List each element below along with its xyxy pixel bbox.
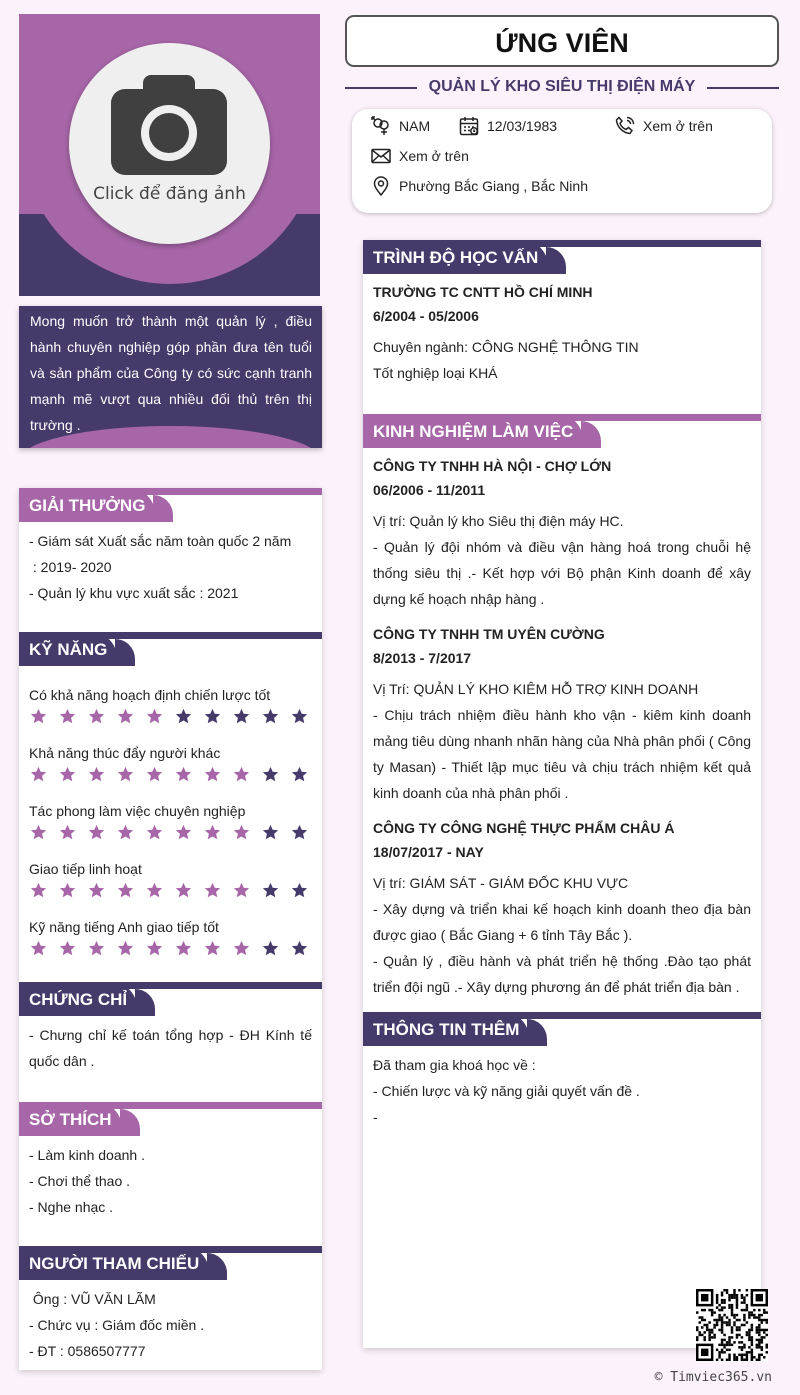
- star-icon: [146, 708, 163, 725]
- certificates-text: - Chưng chỉ kế toán tổng hợp - ĐH Kính tế quốc dân .: [29, 1027, 312, 1069]
- email-value: Xem ở trên: [399, 148, 469, 164]
- objective-text: Mong muốn trở thành một quản lý , điều hành chuyên nghiệp góp phần đưa tên tuổi và sản phẩm của Công ty có sức cạnh tranh mạnh mẽ vượt qua nhiều đối thủ trên thị trường .: [30, 313, 312, 433]
- experience-header: [363, 414, 761, 448]
- address-value: Phường Bắc Giang , Bắc Ninh: [399, 178, 588, 194]
- star-icon: [117, 766, 134, 783]
- hobby-line: - Nghe nhạc .: [29, 1199, 114, 1215]
- star-icon: [88, 940, 105, 957]
- star-icon: [175, 766, 192, 783]
- education-period: 6/2004 - 05/2006: [373, 308, 479, 324]
- reference-line: Ông : VŨ VĂN LÃM: [29, 1291, 156, 1307]
- experience-role: Vị Trí: QUẢN LÝ KHO KIÊM HỖ TRỢ KINH DOANH: [373, 681, 699, 697]
- star-icon: [30, 708, 47, 725]
- star-icon: [146, 766, 163, 783]
- star-icon: [146, 882, 163, 899]
- hobbies-list: [19, 1136, 322, 1246]
- contact-info: [352, 109, 772, 213]
- star-icon: [233, 940, 250, 957]
- star-icon: [262, 766, 279, 783]
- gender-icon: [371, 116, 391, 136]
- star-icon: [117, 940, 134, 957]
- skill-name: Kỹ năng tiếng Anh giao tiếp tốt: [29, 919, 219, 935]
- additional-title: THÔNG TIN THÊM: [363, 1012, 529, 1046]
- star-icon: [59, 824, 76, 841]
- education-header: [363, 240, 761, 274]
- additional-line: - Chiến lược và kỹ năng giải quyết vấn đề .: [373, 1083, 640, 1099]
- contact-address: [371, 171, 588, 201]
- star-icon: [175, 824, 192, 841]
- company-name: CÔNG TY TNHH TM UYÊN CƯỜNG: [373, 626, 605, 642]
- awards-title: GIẢI THƯỞNG: [19, 488, 155, 522]
- location-icon: [371, 176, 391, 196]
- gender-value: NAM: [399, 118, 431, 134]
- star-icon: [233, 882, 250, 899]
- star-icon: [30, 766, 47, 783]
- star-icon: [262, 940, 279, 957]
- star-icon: [291, 940, 308, 957]
- star-icon: [262, 708, 279, 725]
- additional-body: [363, 1046, 761, 1140]
- experience-detail: - Quản lý đội nhóm và điều vận hàng hoá trong chuỗi hệ thống siêu thị .- Kết hợp với Bộ phận Kinh doanh để xây dựng kế hoạch nhập hàng .: [373, 539, 751, 607]
- star-icon: [262, 824, 279, 841]
- skill-item: [29, 794, 312, 850]
- star-icon: [233, 708, 250, 725]
- main-content: [363, 240, 761, 1348]
- hobby-line: - Chơi thể thao .: [29, 1173, 131, 1189]
- star-icon: [30, 940, 47, 957]
- star-icon: [175, 882, 192, 899]
- contact-phone: [615, 111, 713, 141]
- experience-entry: [373, 816, 751, 1000]
- star-icon: [88, 824, 105, 841]
- star-icon: [233, 824, 250, 841]
- contact-gender: [371, 111, 430, 141]
- experience-entry: [373, 622, 751, 806]
- header: [345, 15, 779, 213]
- star-icon: [30, 824, 47, 841]
- candidate-name: ỨNG VIÊN: [345, 15, 779, 67]
- star-icon: [146, 940, 163, 957]
- photo-upload-label: Click để đăng ảnh: [93, 184, 246, 204]
- star-icon: [233, 766, 250, 783]
- star-icon: [204, 766, 221, 783]
- skill-rating: [29, 940, 312, 966]
- award-line: - Quản lý khu vực xuất sắc : 2021: [29, 585, 239, 601]
- star-icon: [291, 882, 308, 899]
- contact-email: [371, 141, 469, 171]
- star-icon: [291, 766, 308, 783]
- skill-name: Giao tiếp linh hoạt: [29, 861, 142, 877]
- skill-rating: [29, 766, 312, 792]
- skill-rating: [29, 708, 312, 734]
- skill-name: Tác phong làm việc chuyên nghiệp: [29, 803, 246, 819]
- position-title: QUẢN LÝ KHO SIÊU THỊ ĐIỆN MÁY: [428, 78, 696, 95]
- skill-item: [29, 852, 312, 908]
- phone-icon: [615, 116, 635, 136]
- photo-area: [19, 14, 320, 296]
- experience-role: Vị trí: Quản lý kho Siêu thị điện máy HC.: [373, 513, 624, 529]
- reference-line: - Chức vụ : Giám đốc miền .: [29, 1317, 205, 1333]
- skill-item: [29, 736, 312, 792]
- calendar-icon: [459, 116, 479, 136]
- reference-line: - ĐT : 0586507777: [29, 1343, 146, 1359]
- star-icon: [204, 708, 221, 725]
- skill-item: [29, 678, 312, 734]
- award-line: : 2019- 2020: [29, 559, 112, 575]
- education-line: Tốt nghiệp loại KHÁ: [373, 365, 498, 381]
- hobby-line: - Làm kinh doanh .: [29, 1147, 145, 1163]
- contact-birthdate: [459, 111, 557, 141]
- star-icon: [59, 882, 76, 899]
- experience-entry: [373, 454, 751, 612]
- experience-title: KINH NGHIỆM LÀM VIỆC: [363, 414, 583, 448]
- experience-period: 18/07/2017 - NAY: [373, 844, 484, 860]
- star-icon: [88, 882, 105, 899]
- school-name: TRƯỜNG TC CNTT HỒ CHÍ MINH: [373, 284, 593, 300]
- star-icon: [59, 940, 76, 957]
- star-icon: [175, 708, 192, 725]
- education-line: Chuyên ngành: CÔNG NGHỆ THÔNG TIN: [373, 339, 639, 355]
- star-icon: [88, 766, 105, 783]
- career-objective: [19, 306, 322, 448]
- experience-detail: - Chịu trách nhiệm điều hành kho vận - kiêm kinh doanh mảng tiêu dùng nhanh nhãn hàng của Nhà phân phối ( Công ty Masan) - Thiết lập mục tiêu và chịu trách nhiệm kết quả kinh doanh của nhà phân phối .: [373, 707, 751, 801]
- star-icon: [204, 824, 221, 841]
- photo-upload-button[interactable]: [69, 43, 270, 244]
- skill-rating: [29, 824, 312, 850]
- left-sections: [19, 488, 322, 1370]
- star-icon: [146, 824, 163, 841]
- camera-icon: [109, 73, 229, 177]
- hobbies-header: [19, 1102, 322, 1136]
- references-list: [19, 1280, 322, 1364]
- qr-code: [696, 1289, 768, 1361]
- skills-header: [19, 632, 322, 666]
- company-name: CÔNG TY CÔNG NGHỆ THỰC PHẨM CHÂU Á: [373, 820, 675, 836]
- skill-rating: [29, 882, 312, 908]
- star-icon: [88, 708, 105, 725]
- footer-credit: © Timviec365.vn: [654, 1370, 772, 1385]
- skill-name: Có khả năng hoạch định chiến lược tốt: [29, 687, 271, 703]
- skills-list: [19, 666, 322, 982]
- star-icon: [59, 708, 76, 725]
- star-icon: [204, 882, 221, 899]
- email-icon: [371, 146, 391, 166]
- star-icon: [117, 882, 134, 899]
- position-title-row: [345, 69, 779, 109]
- additional-line: Đã tham gia khoá học về :: [373, 1057, 536, 1073]
- award-line: - Giám sát Xuất sắc năm toàn quốc 2 năm: [29, 533, 292, 549]
- star-icon: [30, 882, 47, 899]
- phone-value: Xem ở trên: [643, 118, 713, 134]
- certificates-title: CHỨNG CHỈ: [19, 982, 137, 1016]
- left-column: [19, 14, 322, 1370]
- star-icon: [204, 940, 221, 957]
- star-icon: [117, 824, 134, 841]
- certificates-header: [19, 982, 322, 1016]
- experience-period: 8/2013 - 7/2017: [373, 650, 472, 666]
- star-icon: [291, 824, 308, 841]
- birthdate-value: 12/03/1983: [487, 118, 558, 134]
- awards-header: [19, 488, 322, 522]
- references-title: NGƯỜI THAM CHIẾU: [19, 1246, 209, 1280]
- skill-item: [29, 910, 312, 966]
- additional-line: -: [373, 1109, 378, 1125]
- star-icon: [175, 940, 192, 957]
- education-body: [363, 274, 761, 414]
- star-icon: [59, 766, 76, 783]
- company-name: CÔNG TY TNHH HÀ NỘI - CHỢ LỚN: [373, 458, 612, 474]
- experience-role: Vị trí: GIÁM SÁT - GIÁM ĐỐC KHU VỰC: [373, 875, 629, 891]
- star-icon: [117, 708, 134, 725]
- references-header: [19, 1246, 322, 1280]
- experience-detail: - Xây dựng và triển khai kế hoạch kinh doanh theo địa bàn được giao ( Bắc Giang + 6 tỉnh Tây Bắc ).: [373, 901, 751, 943]
- experience-detail: - Quản lý , điều hành và phát triển hệ thống .Đào tạo phát triển đội ngũ .- Xây dựng phương án để phát triển địa bàn .: [373, 953, 751, 995]
- hobbies-title: SỞ THÍCH: [19, 1102, 122, 1136]
- star-icon: [262, 882, 279, 899]
- experience-period: 06/2006 - 11/2011: [373, 482, 486, 498]
- star-icon: [291, 708, 308, 725]
- awards-list: [19, 522, 322, 632]
- skills-title: KỸ NĂNG: [19, 632, 117, 666]
- skill-name: Khả năng thúc đẩy người khác: [29, 745, 221, 761]
- experience-body: [363, 448, 761, 1012]
- additional-header: [363, 1012, 761, 1046]
- education-title: TRÌNH ĐỘ HỌC VẤN: [363, 240, 548, 274]
